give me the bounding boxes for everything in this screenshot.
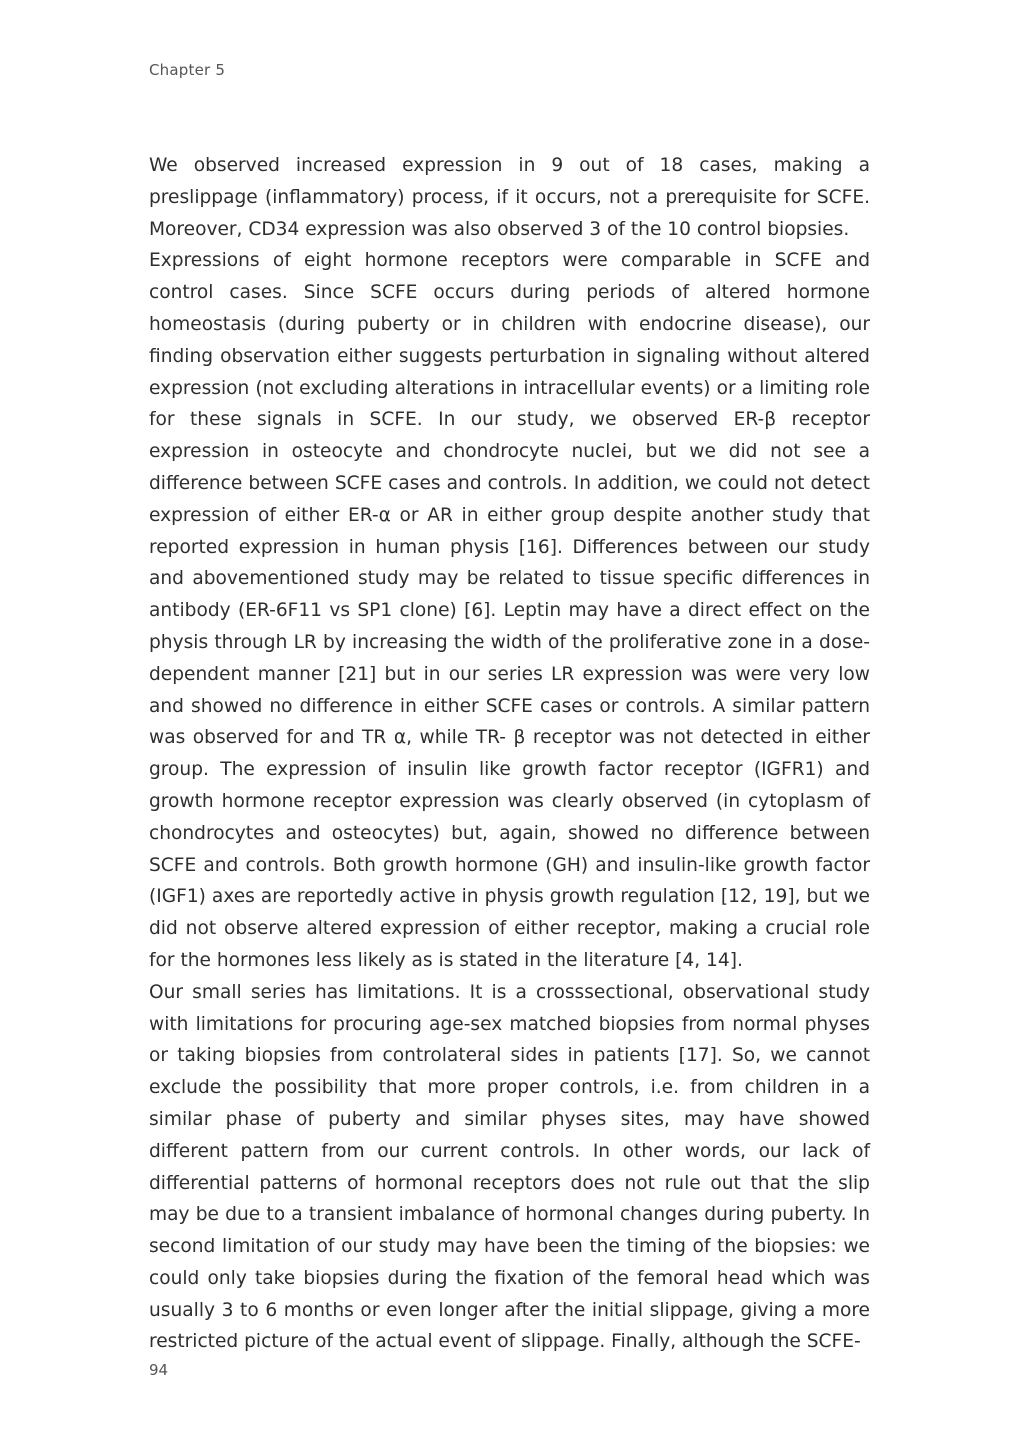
running-header-chapter: Chapter 5 bbox=[149, 61, 226, 79]
page-number: 94 bbox=[149, 1361, 169, 1379]
paragraph-hormone-receptors: Expressions of eight hormone receptors were comparable in SCFE and control cases. Since SCFE occurs during periods of altered hormone homeostasis (during puberty or in children with endocrine disease), our finding observation either suggests perturbation in signaling without altered expression (not excluding alterations in intracellular events) or a limiting role for these signals in SCFE. In our study, we observed ER-β receptor expression in osteocyte and chondrocyte nuclei, but we did not see a difference between SCFE cases and controls. In addition, we could not detect expression of either ER-α or AR in either group despite another study that reported expression in human physis [16]. Differences between our study and abovementioned study may be related to tissue specific differences in antibody (ER-6F11 vs SP1 clone) [6]. Leptin may have a direct effect on the physis through LR by increasing the width of the proliferative zone in a dose-dependent manner [21] but in our series LR expression was were very low and showed no difference in either SCFE cases or controls. A similar pattern was observed for and TR α, while TR- β receptor was not detected in either group. The expression of insulin like growth factor receptor (IGFR1) and growth hormone receptor expression was clearly observed (in cytoplasm of chondrocytes and osteocytes) but, again, showed no difference between SCFE and controls. Both growth hormone (GH) and insulin-like growth factor (IGF1) axes are reportedly active in physis growth regulation [12, 19], but we did not observe altered expression of either receptor, making a crucial role for the hormones less likely as is stated in the literature [4, 14]. bbox=[149, 250, 870, 971]
paragraph-limitations: Our small series has limitations. It is a crosssectional, observational study with limitations for procuring age-sex matched biopsies from normal physes or taking biopsies from controlateral sides in patients [17]. So, we cannot exclude the possibility that more proper controls, i.e. from children in a similar phase of puberty and similar physes sites, may have showed different pattern from our current controls. In other words, our lack of differential patterns of hormonal receptors does not rule out that the slip may be due to a transient imbalance of hormonal changes during puberty. In second limitation of our study may have been the timing of the biopsies: we could only take biopsies during the fixation of the femoral head which was usually 3 to 6 months or even longer after the initial slippage, giving a more restricted picture of the actual event of slippage. Finally, although the SCFE- bbox=[149, 981, 870, 1353]
body-text bbox=[149, 150, 870, 1358]
paragraph-cd34-expression: We observed increased expression in 9 out of 18 cases, making a preslippage (inflammatory) process, if it occurs, not a prerequisite for SCFE. Moreover, CD34 expression was also observed 3 of the 10 control biopsies. bbox=[149, 155, 870, 240]
